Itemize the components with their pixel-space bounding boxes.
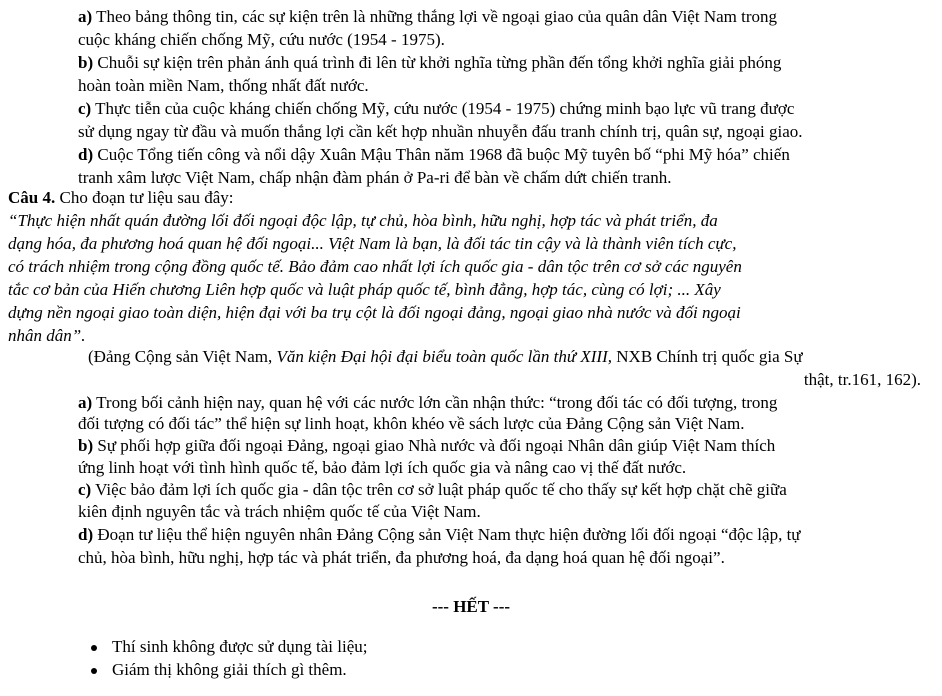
bullet-icon [91, 645, 97, 651]
q4-statement-a-line-1 [78, 393, 777, 413]
quote-line-5: dựng nền ngoại giao toàn diện, hiện đại với ba trụ cột là đối ngoại đảng, ngoại giao nhà nước và đối ngoại [8, 303, 741, 322]
q4-statement-d-line-1 [78, 525, 801, 545]
quote-line-3: có trách nhiệm trong cộng đồng quốc tế. Bảo đảm cao nhất lợi ích quốc gia - dân tộc trên cơ sở các nguyên [8, 257, 742, 276]
statement-label: c) [78, 480, 92, 499]
statement-text: Việc bảo đảm lợi ích quốc gia - dân tộc trên cơ sở luật pháp quốc tế cho thấy sự kết hợp chặt chẽ giữa [95, 480, 787, 499]
statement-b-line-2: hoàn toàn miền Nam, thống nhất đất nước. [78, 76, 369, 95]
statement-text: Cuộc Tổng tiến công và nổi dậy Xuân Mậu Thân năm 1968 đã buộc Mỹ tuyên bố “phi Mỹ hóa” chiến [97, 145, 790, 164]
source-prefix: (Đảng Cộng sản Việt Nam, [88, 347, 277, 366]
statement-c-line-1 [78, 99, 794, 119]
source-suffix: NXB Chính trị quốc gia Sự [612, 347, 803, 366]
statement-d-line-2: tranh xâm lược Việt Nam, chấp nhận đàm phán ở Pa-ri để bàn về chấm dứt chiến tranh. [78, 168, 672, 187]
q4-statement-a-line-2: đối tượng có đối tác” thể hiện sự linh hoạt, khôn khéo về sách lược của Đảng Cộng sản Việt Nam. [78, 414, 745, 433]
note-item-1: Thí sinh không được sử dụng tài liệu; [112, 637, 368, 656]
statement-text: Trong bối cảnh hiện nay, quan hệ với các nước lớn cần nhận thức: “trong đối tác có đối tượng, trong [96, 393, 778, 412]
statement-text: Sự phối hợp giữa đối ngoại Đảng, ngoại giao Nhà nước và đối ngoại Nhân dân giúp Việt Nam thích [97, 436, 776, 455]
quote-line-4: tắc cơ bản của Hiến chương Liên hợp quốc và luật pháp quốc tế, bình đẳng, hợp tác, cùng có lợi; ... Xây [8, 280, 721, 299]
source-title: Văn kiện Đại hội đại biểu toàn quốc lần thứ XIII, [276, 347, 613, 366]
statement-label: b) [78, 53, 94, 72]
statement-label: a) [78, 393, 93, 412]
q4-statement-d-line-2: chủ, hòa bình, hữu nghị, hợp tác và phát triển, đa phương hoá, đa dạng hoá quan hệ đối ngoại”. [78, 548, 725, 567]
statement-text: Theo bảng thông tin, các sự kiện trên là những thắng lợi về ngoại giao của quân dân Việt Nam trong [96, 7, 778, 26]
q4-statement-b-line-2: ứng linh hoạt với tình hình quốc tế, bảo đảm lợi ích quốc gia và nâng cao vị thế đất nước. [78, 458, 687, 477]
statement-text: Thực tiễn của cuộc kháng chiến chống Mỹ, cứu nước (1954 - 1975) chứng minh bạo lực vũ trang được [95, 99, 795, 118]
statement-text: Chuỗi sự kiện trên phản ánh quá trình đi lên từ khởi nghĩa từng phần đến tổng khởi nghĩa giải phóng [97, 53, 782, 72]
q4-statement-c-line-2: kiên định nguyên tắc và trách nhiệm quốc tế của Việt Nam. [78, 502, 481, 521]
quote-line-1: “Thực hiện nhất quán đường lối đối ngoại độc lập, tự chủ, hòa bình, hữu nghị, hợp tác và phát triển, đa [8, 211, 718, 230]
question-label: Câu 4. [8, 188, 56, 207]
statement-a-line-2: cuộc kháng chiến chống Mỹ, cứu nước (1954 - 1975). [78, 30, 445, 49]
statement-d-line-1 [78, 145, 790, 165]
quote-line-2: dạng hóa, đa phương hoá quan hệ đối ngoại... Việt Nam là bạn, là đối tác tin cậy và là thành viên tích cực, [8, 234, 737, 253]
statement-label: a) [78, 7, 93, 26]
note-item-2: Giám thị không giải thích gì thêm. [112, 660, 347, 679]
statement-label: d) [78, 145, 94, 164]
statement-text: Đoạn tư liệu thể hiện nguyên nhân Đảng Cộng sản Việt Nam thực hiện đường lối đối ngoại “độc lập, tự [97, 525, 801, 544]
source-citation-line-2: thật, tr.161, 162). [803, 370, 921, 389]
bullet-icon [91, 668, 97, 674]
source-citation [88, 347, 803, 367]
q4-statement-c-line-1 [78, 480, 787, 500]
statement-label: b) [78, 436, 94, 455]
statement-c-line-2: sử dụng ngay từ đầu và muốn thắng lợi cần kết hợp nhuần nhuyễn đấu tranh chính trị, quân sự, ngoại giao. [78, 122, 803, 141]
statement-label: d) [78, 525, 94, 544]
statement-a-line-1 [78, 7, 777, 27]
statement-b-line-1 [78, 53, 781, 73]
statement-label: c) [78, 99, 92, 118]
question-intro: Cho đoạn tư liệu sau đây: [59, 188, 234, 207]
q4-statement-b-line-1 [78, 436, 775, 456]
question-4-heading [8, 188, 233, 208]
quote-line-6: nhân dân”. [8, 326, 86, 345]
end-mark: --- HẾT --- [431, 597, 511, 616]
